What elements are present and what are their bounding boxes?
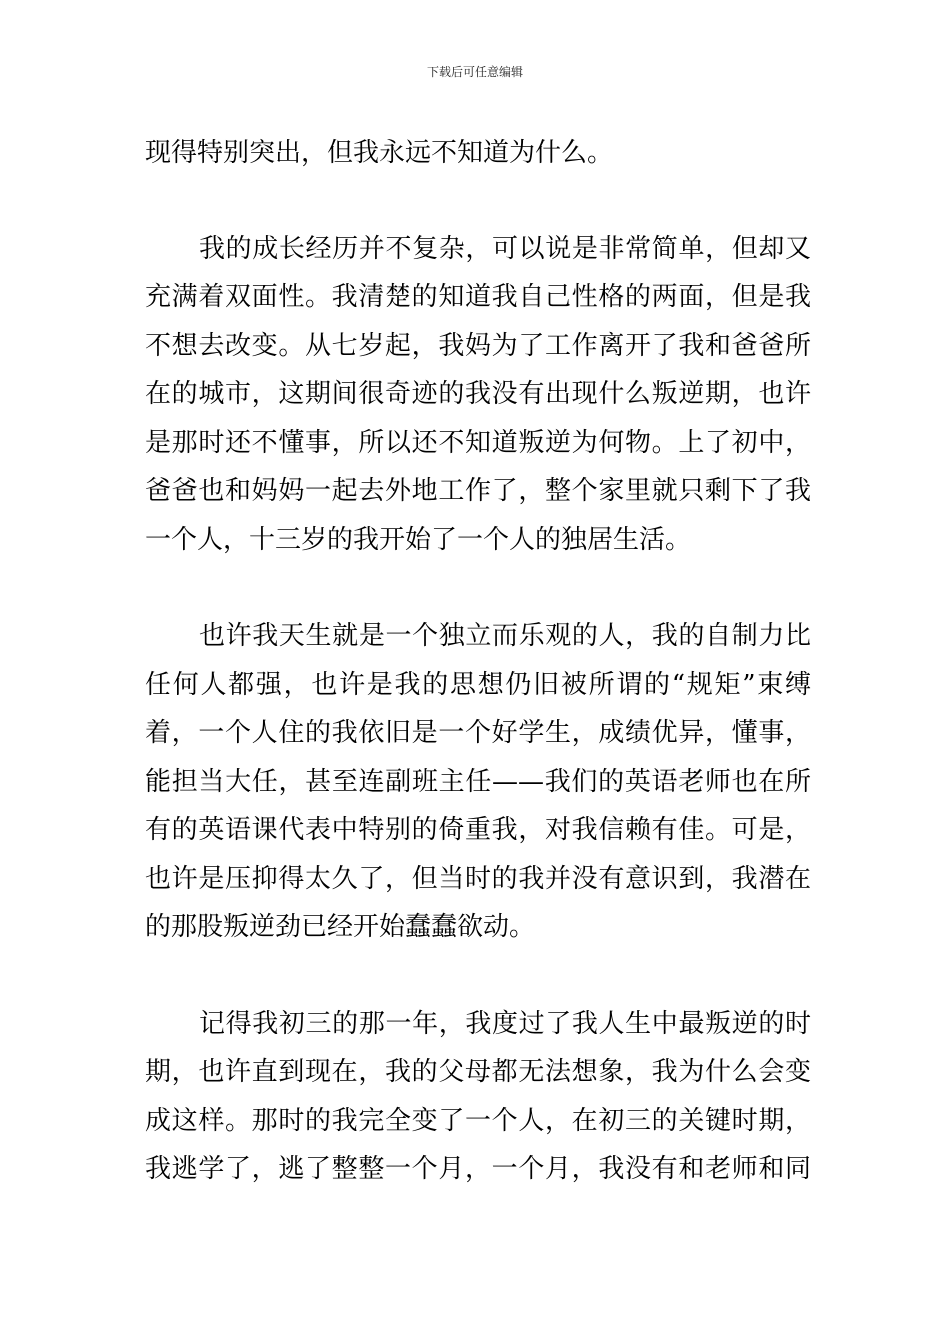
text-line: 有的英语课代表中特别的倚重我，对我信赖有佳。可是， — [145, 815, 811, 845]
text-line: 是那时还不懂事，所以还不知道叛逆为何物。上了初中， — [145, 427, 811, 458]
page-header-note: 下载后可任意编辑 — [426, 65, 523, 79]
document-body — [145, 129, 811, 1194]
text-line: 一个人，十三岁的我开始了一个人的独居生活。 — [145, 524, 692, 555]
text-line: 充满着双面性。我清楚的知道我自己性格的两面，但是我 — [145, 282, 811, 312]
text-line: 不想去改变。从七岁起，我妈为了工作离开了我和爸爸所 — [145, 330, 811, 361]
text-line: 能担当大任，甚至连副班主任——我们的英语老师也在所 — [145, 766, 811, 797]
text-line: 在的城市，这期间很奇迹的我没有出现什么叛逆期，也许 — [145, 379, 811, 409]
text-line: 现得特别突出，但我永远不知道为什么。 — [145, 138, 614, 168]
text-line: 也许是压抑得太久了，但当时的我并没有意识到，我潜在 — [145, 863, 811, 894]
text-line: 也许我天生就是一个独立而乐观的人，我的自制力比 — [199, 621, 811, 651]
text-line: 记得我初三的那一年，我度过了我人生中最叛逆的时 — [199, 1008, 811, 1039]
paragraph — [145, 1000, 811, 1194]
paragraph — [145, 129, 811, 178]
paragraph — [145, 612, 811, 952]
paragraph — [145, 225, 811, 565]
text-line: 着，一个人住的我依旧是一个好学生，成绩优异，懂事， — [145, 718, 811, 748]
text-line: 期，也许直到现在，我的父母都无法想象，我为什么会变 — [145, 1057, 811, 1087]
text-line: 成这样。那时的我完全变了一个人，在初三的关键时期， — [145, 1105, 811, 1136]
text-line: 任何人都强，也许是我的思想仍旧被所谓的“规矩”束缚 — [145, 669, 811, 700]
text-line: 我的成长经历并不复杂，可以说是非常简单，但却又 — [199, 233, 811, 264]
text-line: 的那股叛逆劲已经开始蠢蠢欲动。 — [145, 912, 536, 942]
text-line: 我逃学了，逃了整整一个月，一个月，我没有和老师和同 — [145, 1154, 811, 1184]
text-line: 爸爸也和妈妈一起去外地工作了，整个家里就只剩下了我 — [145, 476, 811, 506]
